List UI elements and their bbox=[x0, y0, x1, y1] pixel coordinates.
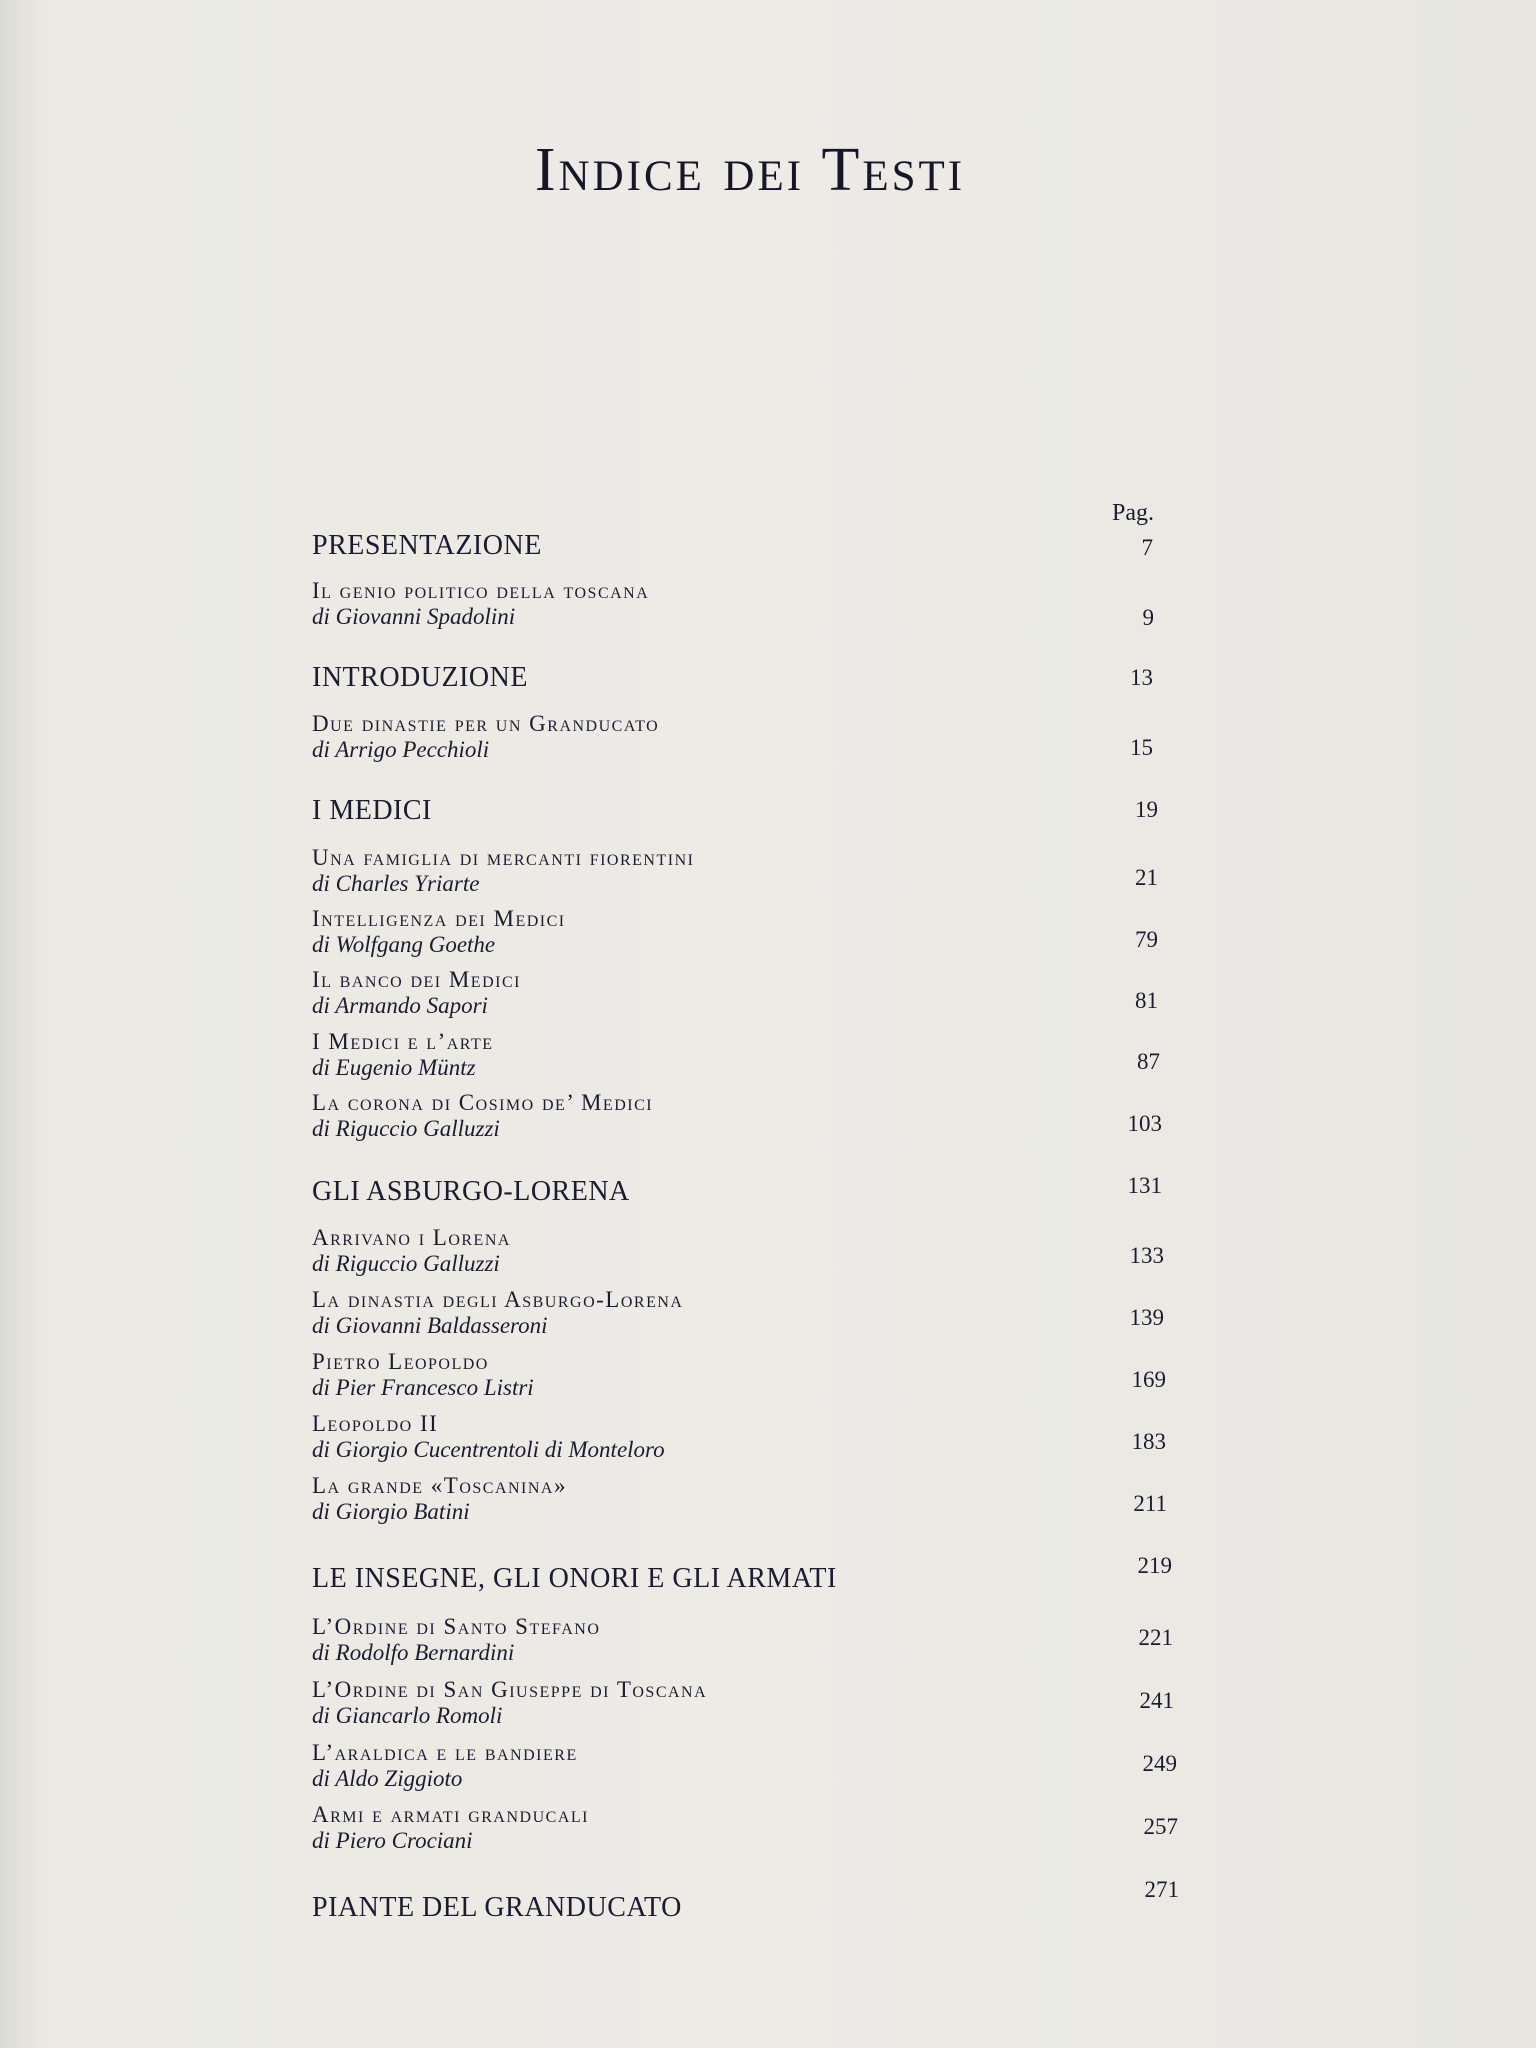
entry-title: La dinastia degli Asburgo-Lorena bbox=[312, 1287, 684, 1312]
entry-title: Arrivano i Lorena bbox=[312, 1225, 511, 1250]
entry-author: di Giovanni Baldasseroni bbox=[312, 1313, 548, 1338]
entry-page-number: 139 bbox=[1129, 1305, 1164, 1330]
entry-author: di Giorgio Batini bbox=[312, 1499, 470, 1524]
entry-author: di Wolfgang Goethe bbox=[312, 932, 496, 957]
entry-author: di Charles Yriarte bbox=[312, 871, 480, 896]
entry-page-number: 103 bbox=[1127, 1111, 1162, 1136]
section-page-number: 13 bbox=[1130, 665, 1153, 690]
entry-author: di Giancarlo Romoli bbox=[312, 1703, 503, 1728]
entry-page-number: 169 bbox=[1131, 1367, 1166, 1392]
entry-title: Il genio politico della toscana bbox=[312, 578, 650, 603]
entry-author: di Piero Crociani bbox=[312, 1828, 473, 1853]
entry-title: L’Ordine di San Giuseppe di Toscana bbox=[312, 1677, 708, 1702]
entry-title: Intelligenza dei Medici bbox=[312, 906, 566, 931]
entry-author: di Giorgio Cucentrentoli di Monteloro bbox=[312, 1437, 665, 1462]
section-page-number: 271 bbox=[1144, 1877, 1179, 1902]
entry-page-number: 183 bbox=[1131, 1429, 1166, 1454]
entry-page-number: 133 bbox=[1129, 1243, 1164, 1268]
entry-page-number: 221 bbox=[1138, 1625, 1173, 1650]
entry-title: L’araldica e le bandiere bbox=[312, 1740, 578, 1765]
section-heading: PRESENTAZIONE bbox=[312, 530, 542, 561]
entry-title: Armi e armati granducali bbox=[312, 1802, 589, 1827]
entry-title: Leopoldo II bbox=[312, 1411, 439, 1436]
entry-author: di Giovanni Spadolini bbox=[312, 604, 516, 629]
entry-author: di Riguccio Galluzzi bbox=[312, 1116, 500, 1141]
entry-title: I Medici e l’arte bbox=[312, 1029, 494, 1054]
entry-title: Due dinastie per un Granducato bbox=[312, 711, 660, 736]
entry-author: di Pier Francesco Listri bbox=[312, 1375, 534, 1400]
entry-page-number: 15 bbox=[1130, 735, 1153, 760]
entry-page-number: 81 bbox=[1135, 988, 1158, 1013]
entry-author: di Aldo Ziggioto bbox=[312, 1766, 463, 1791]
entry-title: La corona di Cosimo de’ Medici bbox=[312, 1090, 654, 1115]
section-page-number: 19 bbox=[1135, 797, 1158, 822]
entry-title: L’Ordine di Santo Stefano bbox=[312, 1614, 601, 1639]
page-title: Indice dei Testi bbox=[534, 136, 966, 204]
entry-author: di Riguccio Galluzzi bbox=[312, 1251, 500, 1276]
entry-page-number: 241 bbox=[1139, 1688, 1174, 1713]
page-column-header: Pag. bbox=[1112, 500, 1154, 526]
entry-title: Il banco dei Medici bbox=[312, 967, 521, 992]
entry-page-number: 249 bbox=[1142, 1751, 1177, 1776]
entry-title: La grande «Toscanina» bbox=[312, 1473, 567, 1498]
section-heading: GLI ASBURGO-LORENA bbox=[312, 1176, 630, 1207]
entry-page-number: 87 bbox=[1137, 1049, 1160, 1074]
entry-page-number: 211 bbox=[1133, 1491, 1167, 1516]
entry-author: di Eugenio Müntz bbox=[312, 1055, 476, 1080]
section-page-number: 219 bbox=[1137, 1553, 1172, 1578]
section-heading: I MEDICI bbox=[312, 795, 432, 826]
entry-title: Una famiglia di mercanti fiorentini bbox=[312, 845, 695, 870]
section-heading: LE INSEGNE, GLI ONORI E GLI ARMATI bbox=[312, 1563, 837, 1594]
entry-author: di Rodolfo Bernardini bbox=[312, 1640, 515, 1665]
entry-page-number: 257 bbox=[1143, 1814, 1178, 1839]
entry-page-number: 21 bbox=[1135, 865, 1158, 890]
entry-page-number: 79 bbox=[1135, 927, 1158, 952]
entry-author: di Armando Sapori bbox=[312, 993, 488, 1018]
entry-author: di Arrigo Pecchioli bbox=[312, 737, 490, 762]
entry-page-number: 9 bbox=[1142, 605, 1154, 630]
section-heading: PIANTE DEL GRANDUCATO bbox=[312, 1892, 682, 1923]
section-page-number: 7 bbox=[1141, 535, 1153, 560]
section-page-number: 131 bbox=[1127, 1173, 1162, 1198]
section-heading: INTRODUZIONE bbox=[312, 662, 528, 693]
entry-title: Pietro Leopoldo bbox=[312, 1349, 489, 1374]
